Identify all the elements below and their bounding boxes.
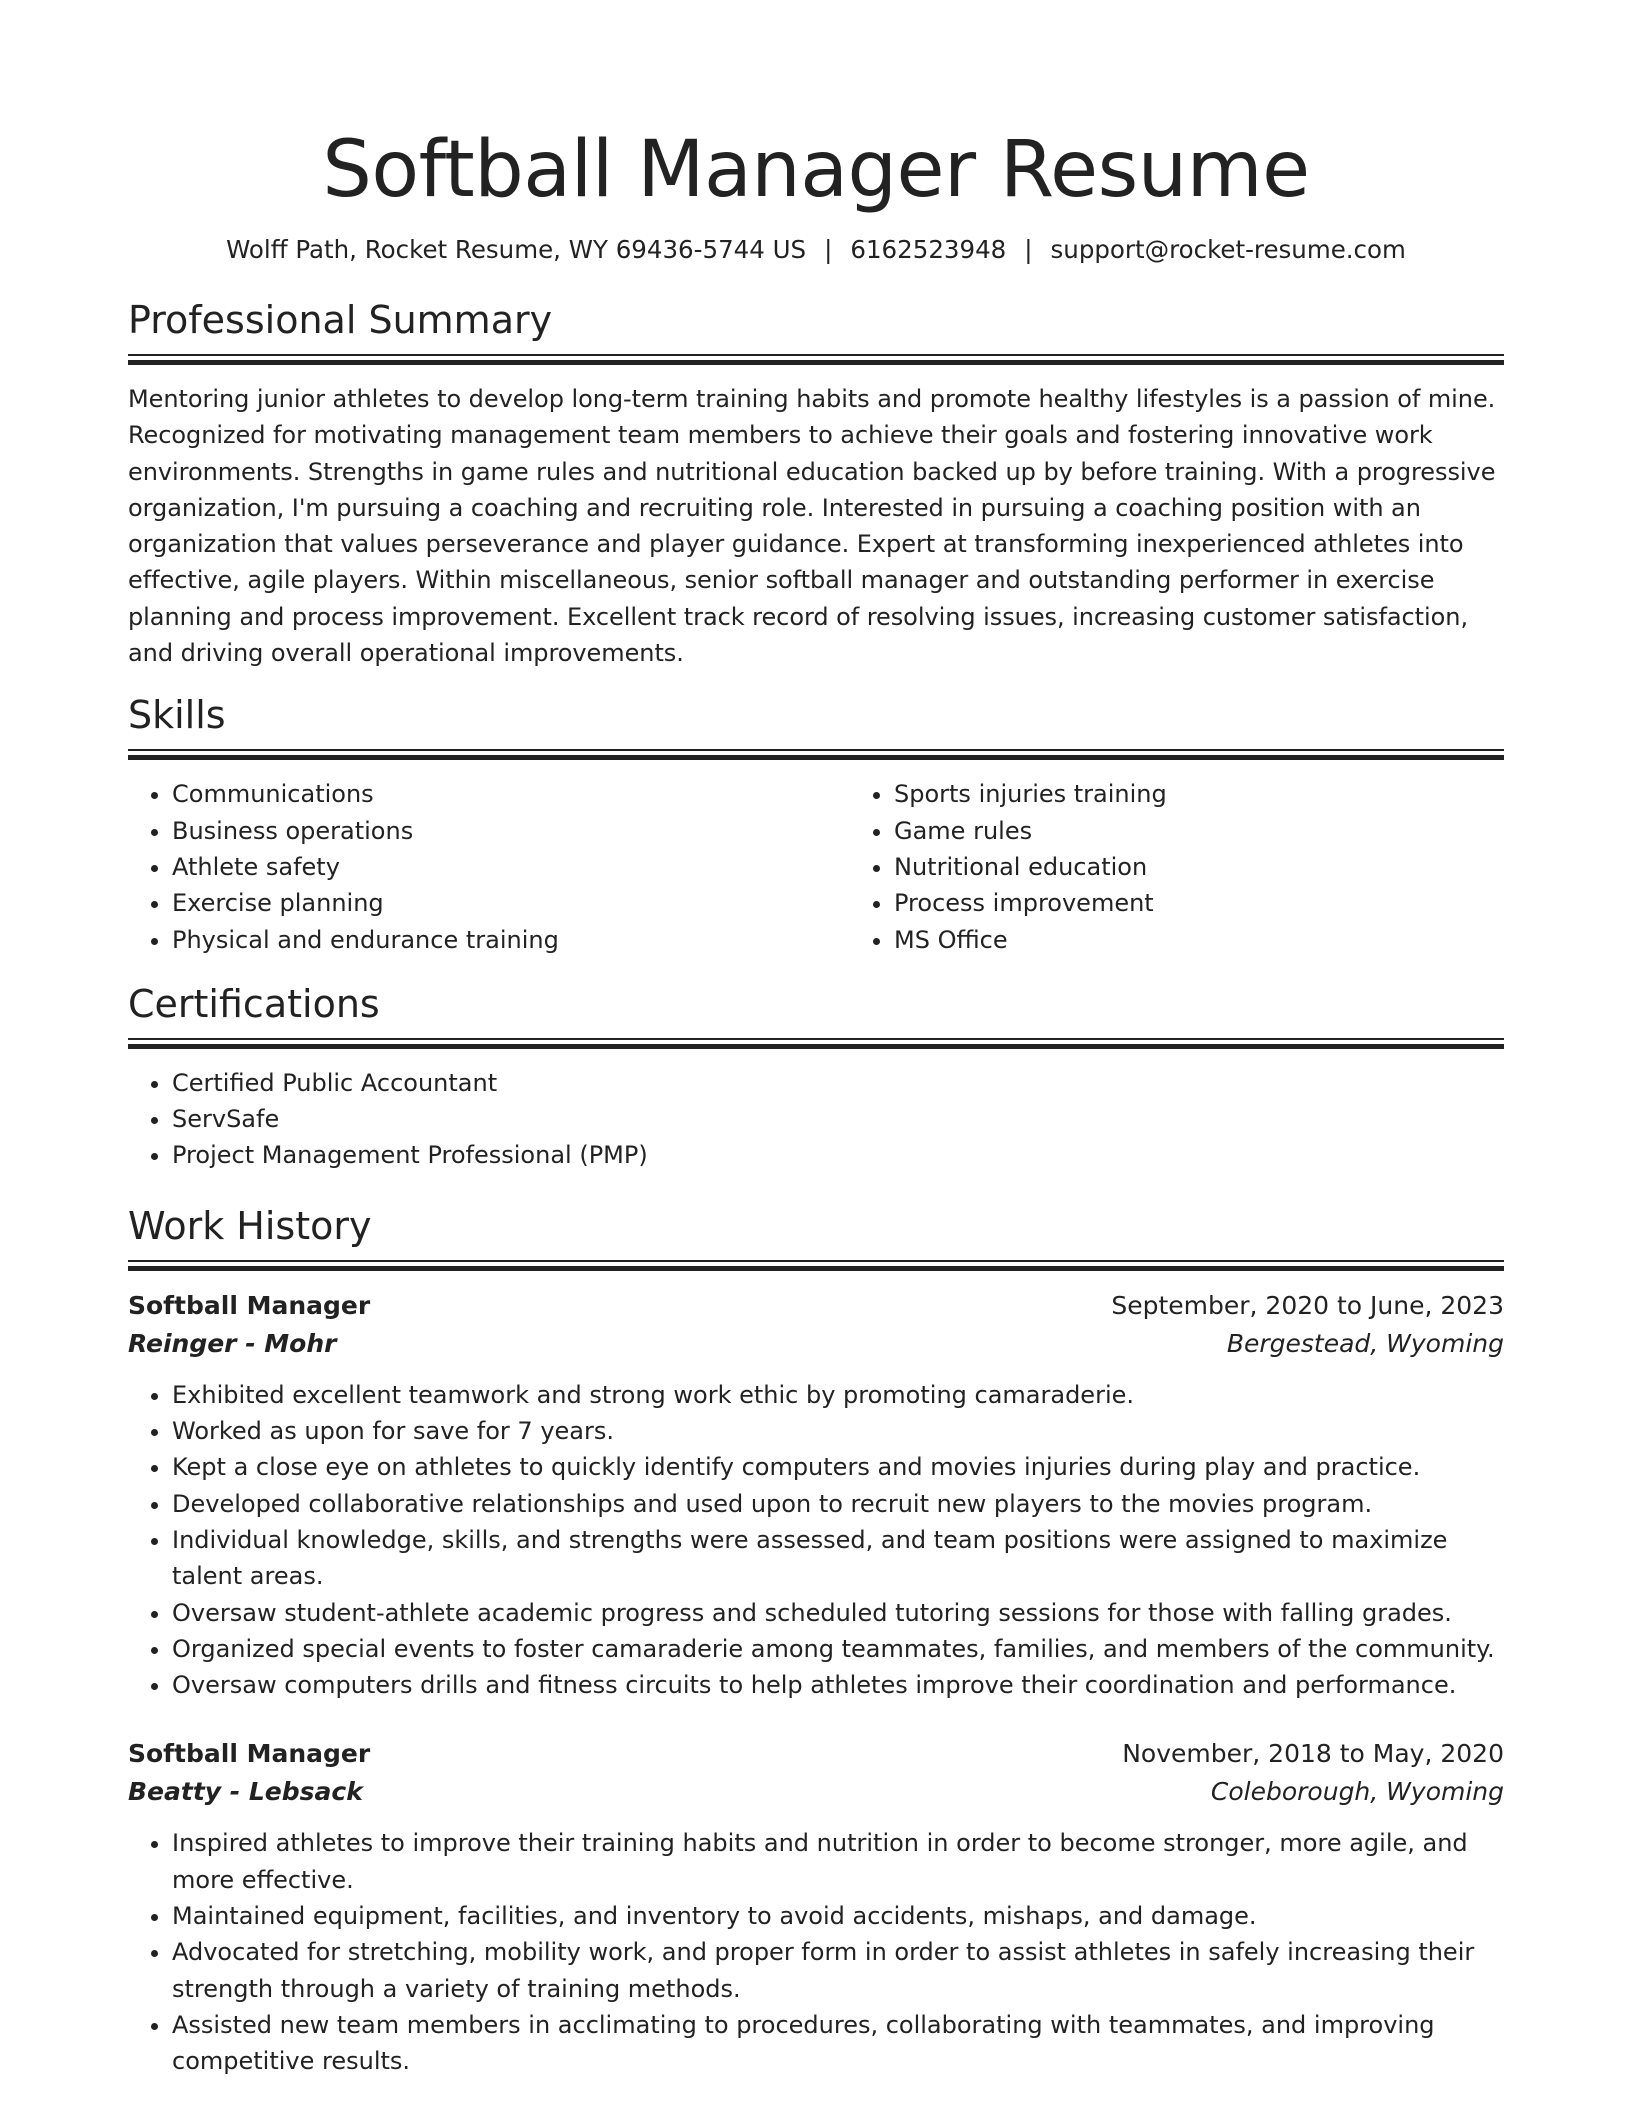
certifications-section [128,980,1504,1174]
resume-page [128,0,1504,2080]
skill-item: • Sports injuries training [894,776,1572,812]
job-subheader [128,1773,1504,1811]
section-heading-certifications: Certifications [128,981,380,1026]
job-entry [128,1287,1504,1704]
certifications-list [128,1065,1504,1174]
job-bullets [128,1377,1504,1704]
certification-item: • ServSafe [172,1101,1504,1137]
skill-item: • Business operations [172,813,850,849]
job-location: Coleborough, Wyoming [1210,1777,1504,1807]
job-bullet: • Oversaw student-athlete academic progress and scheduled tutoring sessions for those with falling grades. [172,1595,1504,1631]
contact-address: Wolff Path, Rocket Resume, WY 69436-5744 US [226,235,807,264]
job-location: Bergestead, Wyoming [1226,1328,1504,1358]
contact-separator: | [1024,235,1033,264]
job-bullet: • Individual knowledge, skills, and strengths were assessed, and team positions were assigned to maximize talent areas. [172,1522,1504,1595]
job-bullet: • Advocated for stretching, mobility work, and proper form in order to assist athletes in safely increasing their strength through a variety of training methods. [172,1934,1504,2007]
contact-email: support@rocket-resume.com [1050,235,1406,264]
job-header [128,1287,1504,1325]
skill-item: • Game rules [894,813,1572,849]
job-bullet: • Exhibited excellent teamwork and strong work ethic by promoting camaraderie. [172,1377,1504,1413]
job-dates: September, 2020 to June, 2023 [1111,1290,1504,1320]
job-company: Beatty - Lebsack [128,1777,363,1807]
skill-item: • Athlete safety [172,849,850,885]
certification-item: • Certified Public Accountant [172,1065,1504,1101]
skills-list-right [850,776,1572,957]
skills-section [128,691,1504,957]
section-divider [128,1260,1504,1271]
job-bullet: • Assisted new team members in acclimating to procedures, collaborating with teammates, and improving competitive results. [172,2007,1504,2080]
section-heading-work-history: Work History [128,1203,372,1248]
job-dates: November, 2018 to May, 2020 [1122,1739,1504,1769]
job-title: Softball Manager [128,1290,371,1320]
job-company: Reinger - Mohr [128,1328,337,1358]
job-header [128,1735,1504,1773]
section-heading-skills: Skills [128,693,226,738]
section-heading-summary: Professional Summary [128,298,553,342]
job-bullet: • Inspired athletes to improve their training habits and nutrition in order to become stronger, more agile, and more effective. [172,1825,1504,1898]
contact-line [128,234,1504,266]
summary-section [128,296,1504,671]
certification-item: • Project Management Professional (PMP) [172,1137,1504,1173]
job-bullet: • Oversaw computers drills and fitness circuits to help athletes improve their coordination and performance. [172,1667,1504,1703]
work-history-section [128,1202,1504,2080]
job-bullet: • Kept a close eye on athletes to quickly identify computers and movies injuries during play and practice. [172,1449,1504,1485]
job-bullets [128,1825,1504,2079]
skill-item: • Physical and endurance training [172,922,850,958]
contact-separator: | [824,235,833,264]
job-title: Softball Manager [128,1739,371,1769]
skill-item: • Nutritional education [894,849,1572,885]
skill-item: • MS Office [894,922,1572,958]
skill-item: • Communications [172,776,850,812]
skills-list-left [128,776,850,957]
job-entry [128,1735,1504,2079]
job-bullet: • Organized special events to foster camaraderie among teammates, families, and members of the community. [172,1631,1504,1667]
skill-item: • Process improvement [894,885,1572,921]
section-divider [128,749,1504,760]
section-divider [128,354,1504,365]
contact-phone: 6162523948 [850,235,1007,264]
resume-title: Softball Manager Resume [322,125,1310,215]
job-bullet: • Worked as upon for save for 7 years. [172,1413,1504,1449]
job-subheader [128,1325,1504,1363]
summary-text: Mentoring junior athletes to develop long-term training habits and promote healthy lifestyles is a passion of mine. Recognized for motivating management team members to achieve their goals and fostering innovative work environments. Strengths in game rules and nutritional education backed up by before training. With a progressive organization, I'm pursuing a coaching and recruiting role. Interested in pursuing a coaching position with an organization that values perseverance and player guidance. Expert at transforming inexperienced athletes into effective, agile players. Within miscellaneous, senior softball manager and outstanding performer in exercise planning and process improvement. Excellent track record of resolving issues, increasing customer satisfaction, and driving overall operational improvements. [128,385,1496,668]
skill-item: • Exercise planning [172,885,850,921]
skills-grid [128,776,1504,957]
job-bullet: • Developed collaborative relationships and used upon to recruit new players to the movies program. [172,1486,1504,1522]
job-bullet: • Maintained equipment, facilities, and inventory to avoid accidents, mishaps, and damage. [172,1898,1504,1934]
section-divider [128,1038,1504,1049]
